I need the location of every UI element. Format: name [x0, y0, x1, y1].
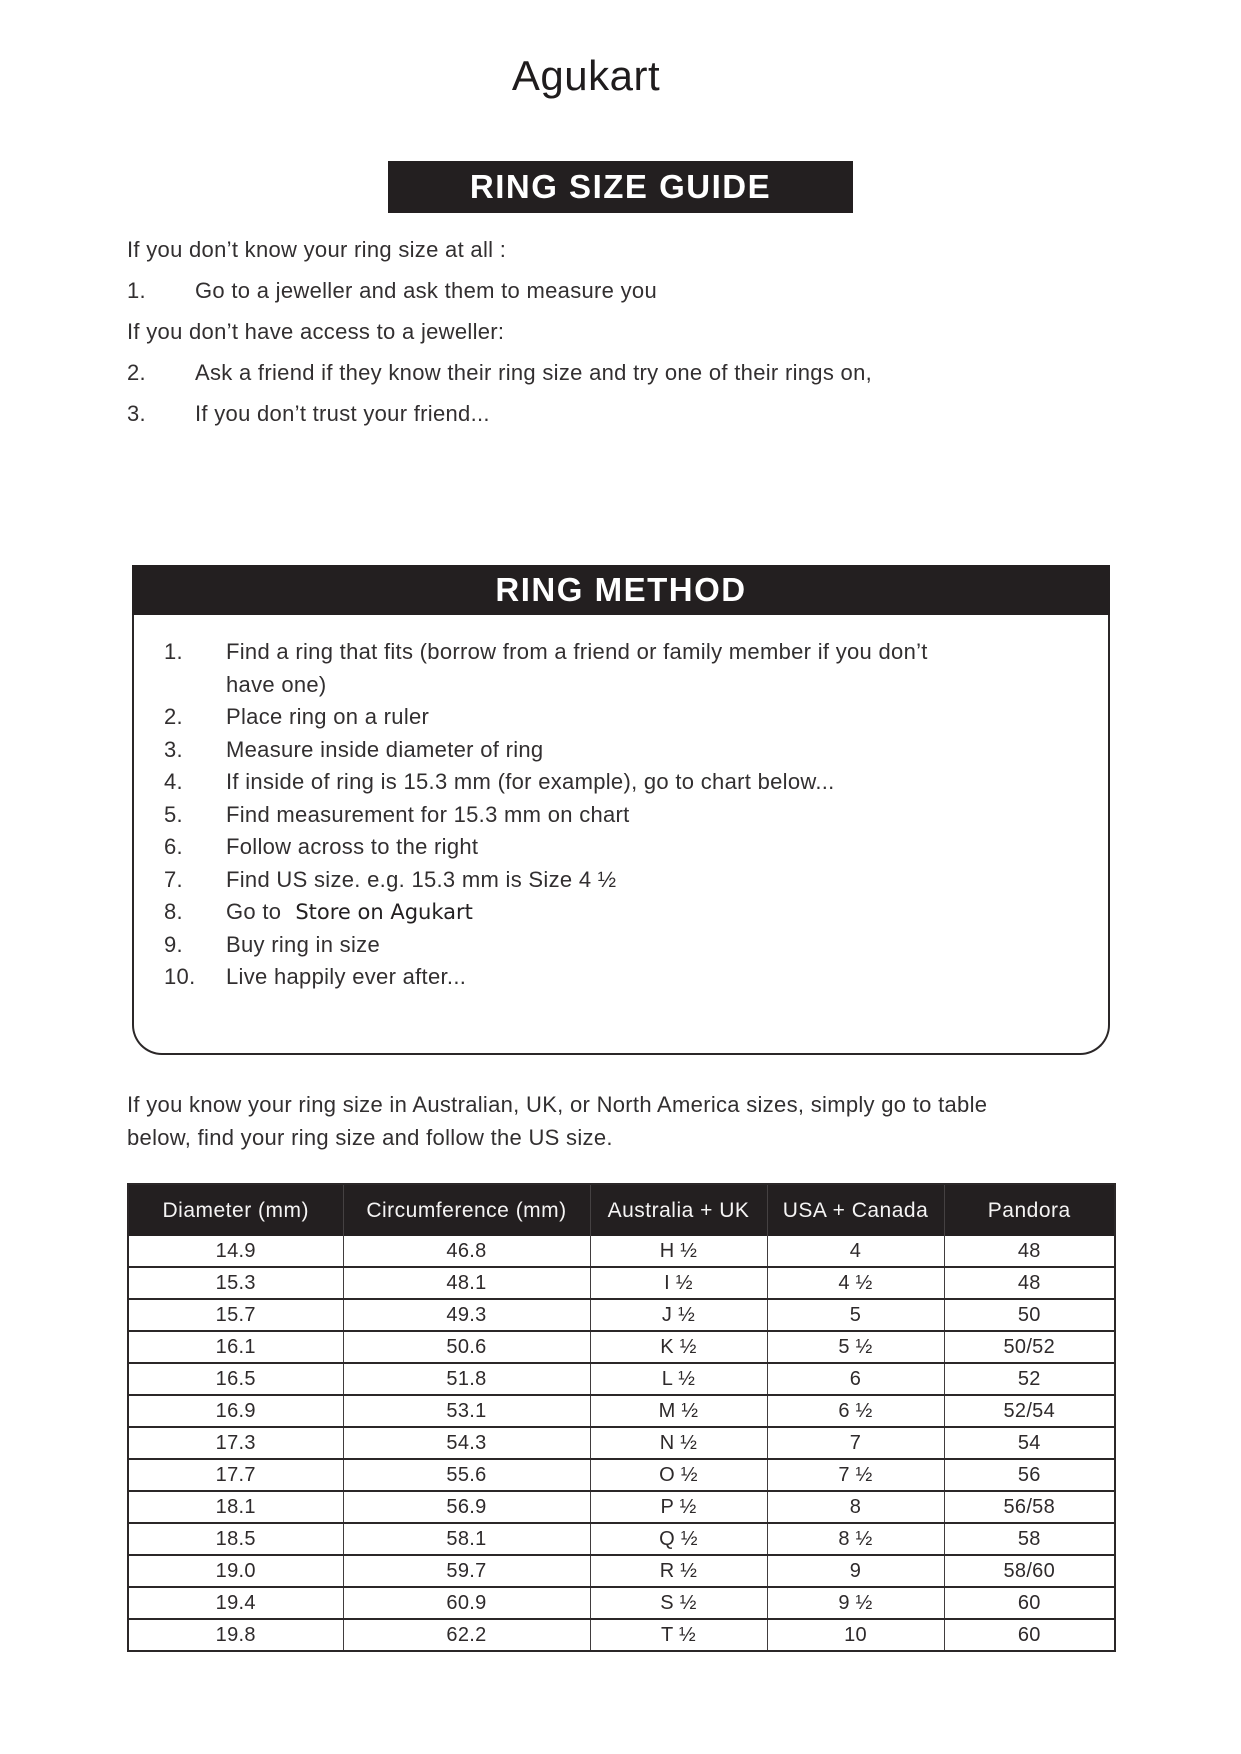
table-cell: 56 [944, 1459, 1115, 1491]
table-cell: I ½ [590, 1267, 767, 1299]
table-cell: 6 [767, 1363, 944, 1395]
table-row [128, 1523, 1115, 1555]
step-number: 2. [127, 360, 146, 385]
intro-step [127, 278, 1117, 319]
step-text-prefix: Go to [226, 899, 282, 924]
table-cell: 4 ½ [767, 1267, 944, 1299]
table-cell: 7 ½ [767, 1459, 944, 1491]
table-cell: H ½ [590, 1236, 767, 1267]
step-number: 7. [164, 866, 183, 892]
step-number: 4. [164, 769, 183, 794]
table-cell: 16.1 [128, 1331, 343, 1363]
step-text: If inside of ring is 15.3 mm (for example), go to chart below... [226, 769, 835, 794]
step-text: Place ring on a ruler [226, 704, 430, 729]
table-cell: 17.7 [128, 1459, 343, 1491]
intro-step [127, 360, 1117, 401]
table-cell: 19.8 [128, 1619, 343, 1651]
table-cell: K ½ [590, 1331, 767, 1363]
step-number: 2. [164, 704, 183, 729]
table-cell: 7 [767, 1427, 944, 1459]
table-cell: 58 [944, 1523, 1115, 1555]
table-row [128, 1619, 1115, 1651]
table-cell: 18.5 [128, 1523, 343, 1555]
table-cell: 14.9 [215, 1239, 256, 1262]
step-text: Ask a friend if they know their ring size and try one of their rings on, [195, 360, 873, 385]
store-on-agukart-link[interactable]: Store on Agukart [295, 900, 473, 924]
header-australia-uk: Australia + UK [590, 1184, 767, 1236]
table-intro-paragraph: If you know your ring size in Australian, UK, or North America sizes, simply go to table below, find your ring size and follow the US size. [127, 1092, 988, 1150]
step-number: 1. [164, 639, 183, 664]
step-text: Find US size. e.g. 15.3 mm is Size 4 ½ [226, 866, 617, 892]
table-cell: 52 [944, 1363, 1115, 1395]
table-row [128, 1459, 1115, 1491]
header-diameter: Diameter (mm) [128, 1184, 343, 1236]
table-row [128, 1427, 1115, 1459]
table-cell: 59.7 [343, 1555, 590, 1587]
table-cell: 58/60 [944, 1555, 1115, 1587]
ring-method-steps [134, 636, 1108, 994]
method-step [134, 864, 1108, 897]
table-cell: 5 [767, 1299, 944, 1331]
step-text: Follow across to the right [226, 834, 479, 859]
method-step [134, 929, 1108, 962]
step-number: 5. [164, 801, 183, 827]
table-cell: 48 [944, 1236, 1115, 1267]
header-pandora: Pandora [944, 1184, 1115, 1236]
method-step [134, 636, 1108, 701]
step-text [226, 896, 974, 929]
table-row [128, 1491, 1115, 1523]
step-number: 9. [164, 931, 183, 957]
table-cell: 15.7 [128, 1299, 343, 1331]
table-cell: 46.8 [343, 1236, 590, 1267]
ring-method-banner: RING METHOD [132, 565, 1110, 615]
table-cell: 51.8 [343, 1363, 590, 1395]
table-row [128, 1587, 1115, 1619]
step-text: Live happily ever after... [226, 964, 467, 989]
ring-size-table [127, 1183, 1116, 1652]
table-cell: 5 ½ [767, 1331, 944, 1363]
table-cell: 15.3 [128, 1267, 343, 1299]
step-text: Buy ring in size [226, 931, 380, 957]
intro-line: If you don’t know your ring size at all : [127, 237, 507, 262]
table-row [128, 1331, 1115, 1363]
table-cell: 17.3 [128, 1427, 343, 1459]
step-text: Find a ring that fits (borrow from a friend or family member if you don’t have one) [226, 639, 928, 697]
table-cell: 19.0 [128, 1555, 343, 1587]
table-cell: J ½ [590, 1299, 767, 1331]
table-cell: M ½ [590, 1395, 767, 1427]
step-text: Go to a jeweller and ask them to measure you [195, 278, 657, 303]
method-step [134, 799, 1108, 832]
table-cell: 50 [944, 1299, 1115, 1331]
table-cell: 50/52 [944, 1331, 1115, 1363]
table-cell: 49.3 [343, 1299, 590, 1331]
table-cell: 18.1 [128, 1491, 343, 1523]
method-step [134, 734, 1108, 767]
table-cell: 19.4 [128, 1587, 343, 1619]
step-text: If you don’t trust your friend... [195, 401, 490, 426]
header-circumference: Circumference (mm) [343, 1184, 590, 1236]
table-row [128, 1267, 1115, 1299]
ring-size-guide-banner: RING SIZE GUIDE [388, 161, 853, 213]
table-cell: S ½ [590, 1587, 767, 1619]
table-cell: 8 ½ [767, 1523, 944, 1555]
table-cell: 54 [944, 1427, 1115, 1459]
intro-step [127, 401, 1117, 442]
table-cell: 54.3 [343, 1427, 590, 1459]
table-row [128, 1299, 1115, 1331]
table-cell: 60 [944, 1587, 1115, 1619]
table-cell: T ½ [590, 1619, 767, 1651]
step-number: 10. [164, 964, 196, 989]
table-cell: 48.1 [343, 1267, 590, 1299]
table-cell: R ½ [590, 1555, 767, 1587]
table-row [128, 1363, 1115, 1395]
table-row [128, 1555, 1115, 1587]
table-cell: 4 [767, 1236, 944, 1267]
table-cell: P ½ [590, 1491, 767, 1523]
table-cell: 52/54 [944, 1395, 1115, 1427]
step-number: 1. [127, 278, 146, 303]
table-cell: 48 [944, 1267, 1115, 1299]
table-cell: 50.6 [343, 1331, 590, 1363]
ring-method-box [132, 565, 1110, 1055]
brand-title: Agukart [511, 52, 661, 99]
table-cell: 60.9 [343, 1587, 590, 1619]
header-row [128, 1184, 1115, 1236]
method-step [134, 896, 1108, 929]
table-cell: 62.2 [343, 1619, 590, 1651]
table-cell: N ½ [590, 1427, 767, 1459]
step-number: 3. [164, 736, 183, 762]
table-row [128, 1236, 1115, 1267]
step-number: 8. [164, 899, 183, 924]
table-cell: 58.1 [343, 1523, 590, 1555]
table-cell: 8 [767, 1491, 944, 1523]
step-number: 6. [164, 834, 183, 859]
table-cell: 10 [767, 1619, 944, 1651]
table-cell: 9 ½ [767, 1587, 944, 1619]
size-table-body [128, 1236, 1115, 1651]
header-usa-canada: USA + Canada [767, 1184, 944, 1236]
table-cell: Q ½ [590, 1523, 767, 1555]
method-step [134, 831, 1108, 864]
intro-line: If you don’t have access to a jeweller: [127, 319, 505, 344]
table-cell: 9 [767, 1555, 944, 1587]
table-row [128, 1395, 1115, 1427]
table-cell: 56.9 [343, 1491, 590, 1523]
method-step [134, 701, 1108, 734]
table-cell: 16.5 [128, 1363, 343, 1395]
intro-section [127, 237, 1117, 442]
table-cell: 53.1 [343, 1395, 590, 1427]
table-cell: 60 [944, 1619, 1115, 1651]
step-text: Measure inside diameter of ring [226, 736, 544, 762]
table-cell: O ½ [590, 1459, 767, 1491]
table-cell: 16.9 [128, 1395, 343, 1427]
size-table-header [128, 1184, 1115, 1236]
table-cell: L ½ [590, 1363, 767, 1395]
table-cell: 6 ½ [767, 1395, 944, 1427]
step-text: Find measurement for 15.3 mm on chart [226, 801, 630, 827]
table-cell: 56/58 [944, 1491, 1115, 1523]
table-cell: 55.6 [343, 1459, 590, 1491]
method-step [134, 961, 1108, 994]
step-number: 3. [127, 401, 146, 426]
method-step [134, 766, 1108, 799]
